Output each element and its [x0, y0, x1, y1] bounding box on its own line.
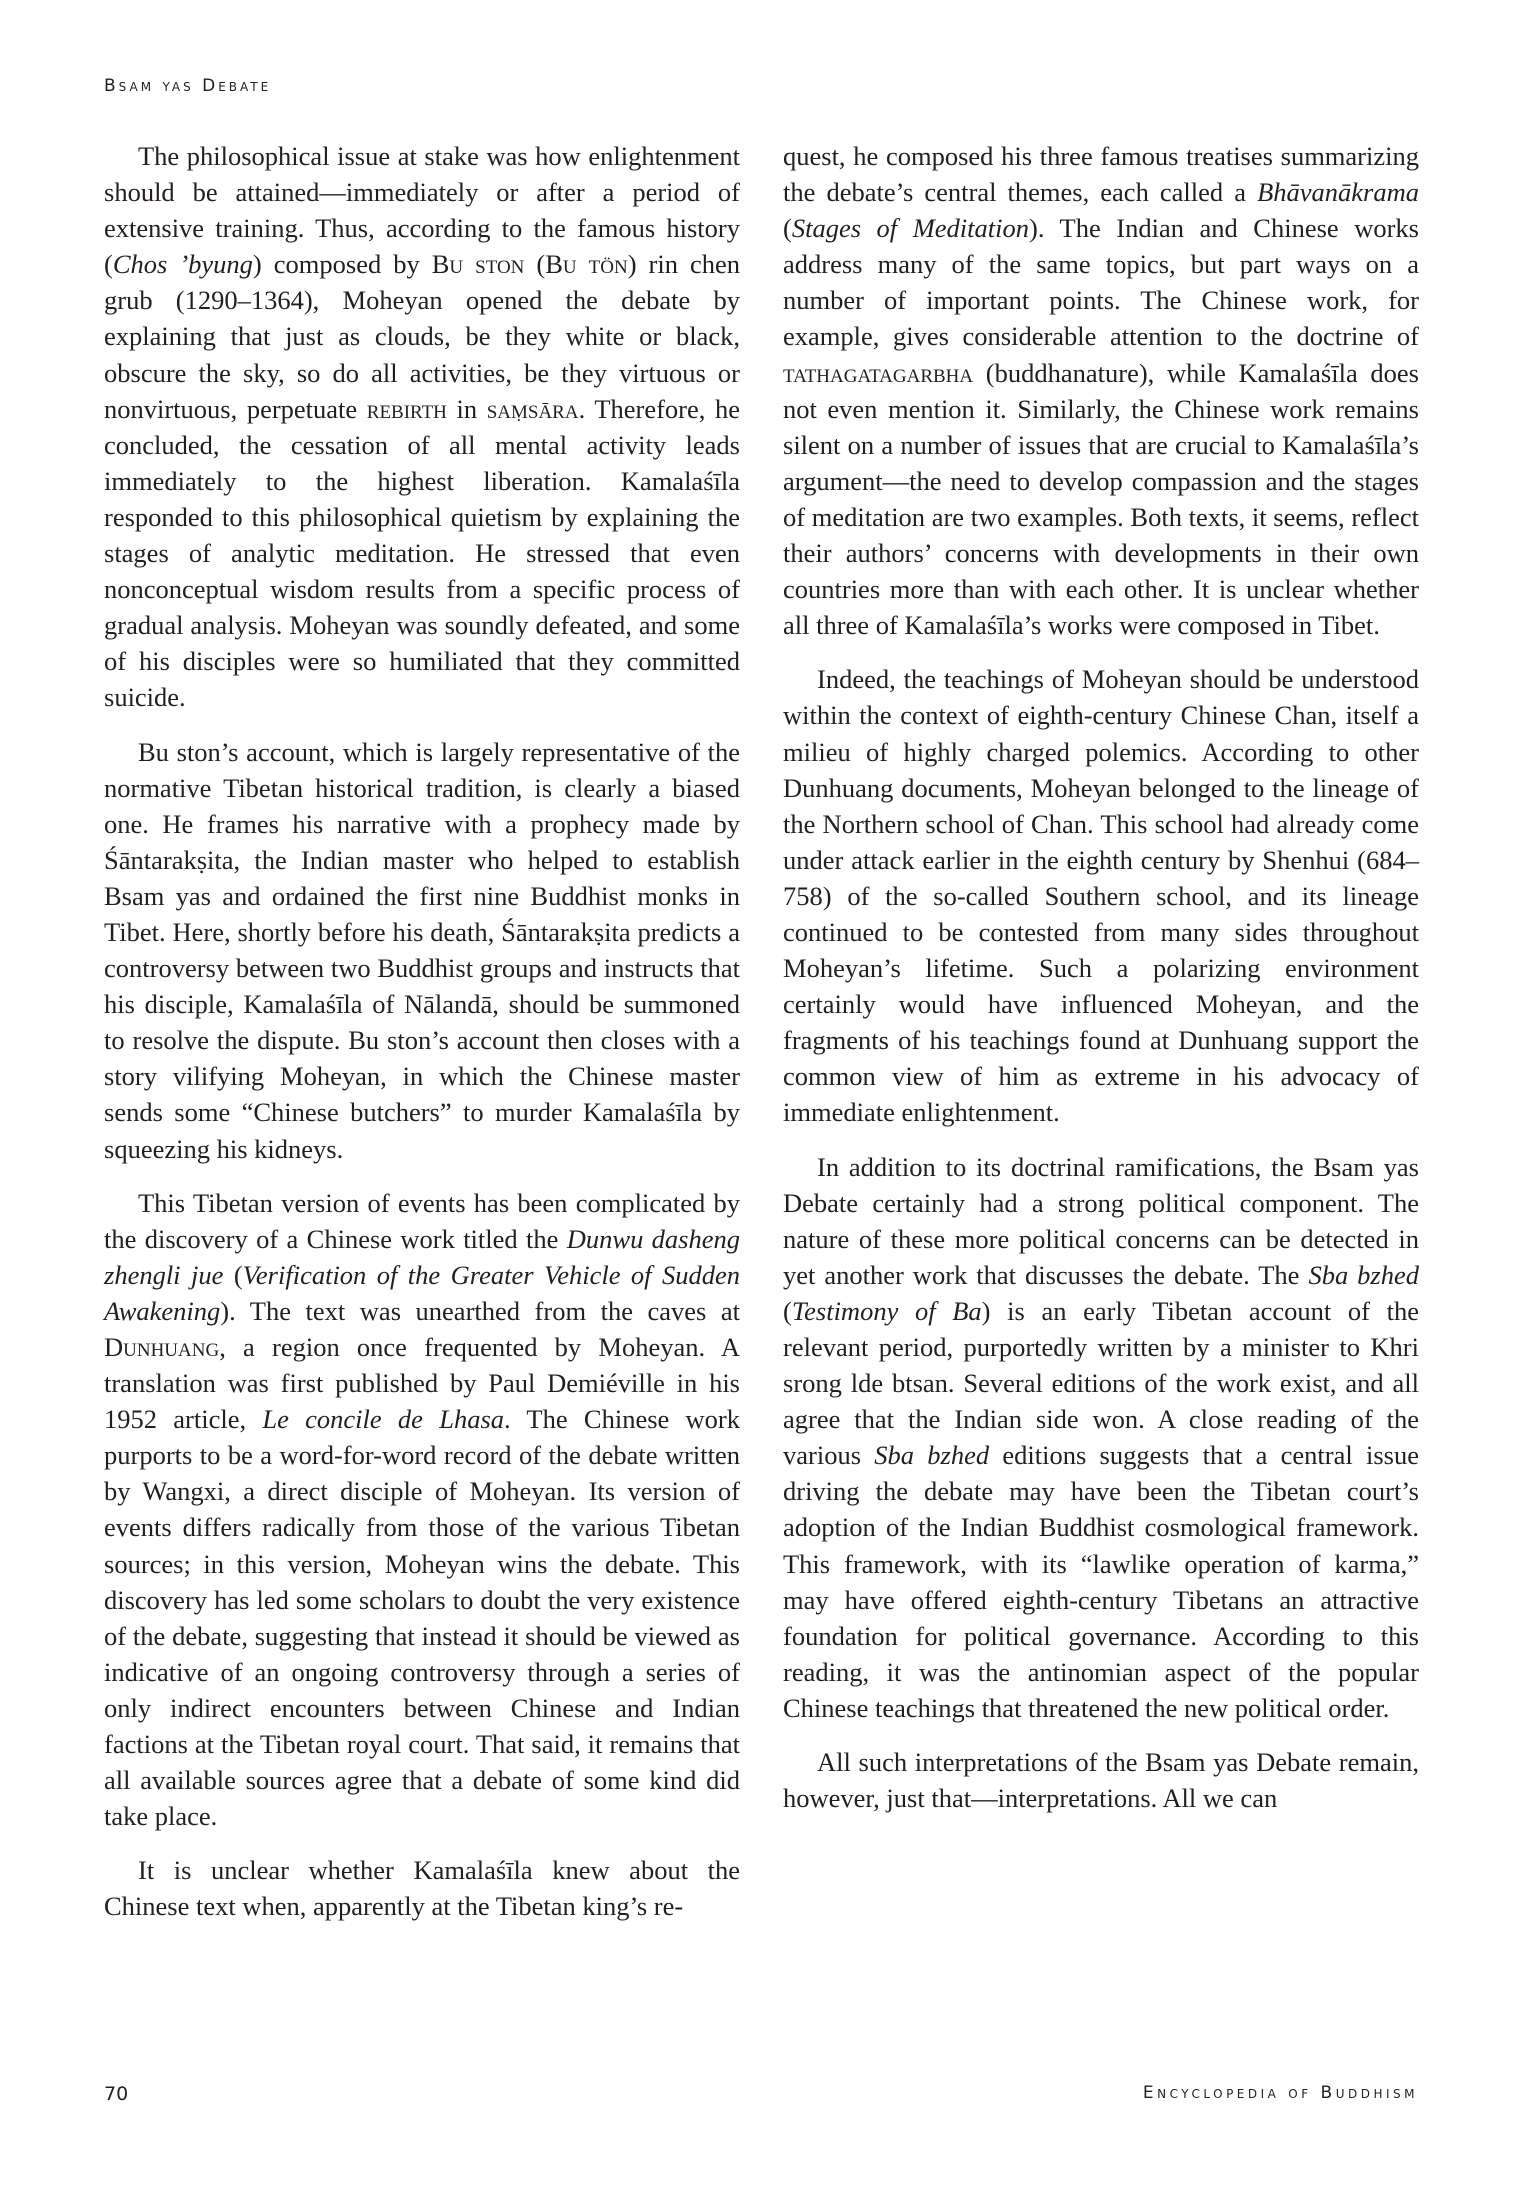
- text-run: ) rin chen grub (1290–1364), Moheyan opened the debate by explaining that just as clouds, be they white or black, obscure the sky, so do all activities, be they virtuous or nonvirtuous, perpetuate: [104, 249, 741, 424]
- text-run: Indeed, the teachings of Moheyan should be understood within the context of eighth-century Chinese Chan, itself a milieu of highly charged polemics. According to other Dunhuang documents, Moheyan belonged to the lineage of the Northern school of Chan. This school had already come under attack earlier in the eighth century by Shenhui (684–758) of the so-called Southern school, and its lineage continued to be contested from many sides throughout Moheyan’s lifetime. Such a polarizing environment certainly would have influenced Moheyan, and the fragments of his teachings found at Dunhuang support the common view of him as extreme in his advocacy of immediate enlightenment.: [783, 664, 1419, 1128]
- italic-title: Sba bzhed: [874, 1440, 990, 1471]
- italic-title: Verification of the Greater Vehicle of Sudden Awakening: [104, 1259, 740, 1326]
- text-run: This Tibetan version of events has been complicated by the discovery of a Chinese work titled the: [104, 1187, 740, 1254]
- text-run: ). The text was unearthed from the caves at: [220, 1295, 740, 1326]
- body-paragraph: [104, 734, 740, 1167]
- text-run: quest, he composed his three famous treatises summarizing the debate’s central themes, each called a: [783, 141, 1419, 208]
- text-run: ) composed by: [252, 249, 432, 280]
- cross-reference: rebirth: [366, 393, 447, 424]
- left-column: [104, 138, 740, 1943]
- text-run: (buddhanature), while Kamalaśīla does not even mention it. Similarly, the Chinese work remains silent on a number of issues that are crucial to Kamalaśīla’s argument—the need to develop compassion and the stages of meditation are two examples. Both texts, it seems, reflect their authors’ concerns with developments in their own countries more than with each other. It is unclear whether all three of Kamalaśīla’s works were composed in Tibet.: [783, 357, 1419, 641]
- page-number: 70: [104, 2083, 129, 2105]
- text-run: ) is an early Tibetan account of the relevant period, purportedly written by a minister to Khri srong lde btsan. Several editions of the work exist, and all agree that the Indian side won. A close reading of the various: [783, 1295, 1419, 1471]
- italic-title: Dunwu dasheng zhengli jue: [104, 1223, 740, 1290]
- body-paragraph: [783, 138, 1419, 643]
- cross-reference: Dunhuang: [104, 1332, 220, 1362]
- text-run: . The Chinese work purports to be a word-for-word record of the debate written by Wangxi, a direct disciple of Moheyan. Its version of events differs radically from those of the various Tibetan sources; in this version, Moheyan wins the debate. This discovery has led some scholars to doubt the very existence of the debate, suggesting that instead it should be viewed as indicative of an ongoing controversy through a series of only indirect encounters between Chinese and Indian factions at the Tibetan royal court. That said, it remains that all available sources agree that a debate of some kind did take place.: [104, 1404, 741, 1832]
- cross-reference: Bu tön: [545, 249, 628, 280]
- text-run: It is unclear whether Kamalaśīla knew about the Chinese text when, apparently at the Tibetan king’s re-: [104, 1855, 740, 1922]
- body-paragraph: [783, 1744, 1419, 1816]
- text-run: (: [783, 213, 792, 244]
- italic-title: Chos ’byung: [112, 249, 253, 280]
- text-run: . Therefore, he concluded, the cessation of all mental activity leads immediately to the highest liberation. Kamalaśīla responded to this philosophical quietism by explaining the stages of analytic meditation. He stressed that even nonconceptual wisdom results from a specific process of gradual analysis. Moheyan was soundly defeated, and some of his disciples were so humiliated that they committed suicide.: [104, 393, 740, 713]
- text-run: ). The Indian and Chinese works address many of the same topics, but part ways on a number of important points. The Chinese work, for example, gives considerable attention to the doctrine of: [783, 213, 1419, 352]
- text-run: (: [783, 1295, 792, 1326]
- right-column: [783, 138, 1419, 1834]
- book-title: Encyclopedia of Buddhism: [1142, 2083, 1418, 2103]
- italic-title: Sba bzhed: [1308, 1259, 1419, 1290]
- cross-reference: tathagatagarbha: [783, 357, 974, 388]
- text-run: in: [446, 393, 487, 424]
- body-paragraph: [104, 1852, 740, 1924]
- cross-reference: saṃsāra: [486, 393, 579, 424]
- text-run: (: [223, 1259, 243, 1290]
- body-paragraph: [783, 1149, 1419, 1727]
- italic-title: Le concile de Lhasa: [262, 1404, 505, 1435]
- text-run: , a region once frequented by Moheyan. A translation was first published by Paul Demiéville in his 1952 article,: [104, 1332, 740, 1435]
- italic-title: Bhāvanākrama: [1257, 177, 1419, 208]
- cross-reference: Bu ston: [431, 249, 525, 280]
- body-paragraph: [104, 138, 740, 716]
- italic-title: Stages of Meditation: [791, 213, 1029, 244]
- text-run: The philosophical issue at stake was how enlightenment should be attained—immediately or after a period of extensive training. Thus, according to the famous history (: [104, 141, 740, 280]
- text-run: Bu ston’s account, which is largely representative of the normative Tibetan historical tradition, is clearly a biased one. He frames his narrative with a prophecy made by Śāntarakṣita, the Indian master who helped to establish Bsam yas and ordained the first nine Buddhist monks in Tibet. Here, shortly before his death, Śāntarakṣita predicts a controversy between two Buddhist groups and instructs that his disciple, Kamalaśīla of Nālandā, should be summoned to resolve the dispute. Bu ston’s account then closes with a story vilifying Moheyan, in which the Chinese master sends some “Chinese butchers” to murder Kamalaśīla by squeezing his kidneys.: [104, 736, 740, 1164]
- text-run: (: [524, 249, 546, 280]
- body-paragraph: [783, 661, 1419, 1130]
- text-run: All such interpretations of the Bsam yas Debate remain, however, just that—interpretations. All we can: [783, 1747, 1419, 1814]
- italic-title: Testimony of Ba: [791, 1295, 982, 1326]
- body-paragraph: [104, 1185, 740, 1835]
- running-head: Bsam yas Debate: [104, 76, 272, 96]
- text-run: In addition to its doctrinal ramifications, the Bsam yas Debate certainly had a strong political component. The nature of these more political concerns can be detected in yet another work that discusses the debate. The: [783, 1151, 1419, 1290]
- text-run: editions suggests that a central issue driving the debate may have been the Tibetan court’s adoption of the Indian Buddhist cosmological framework. This framework, with its “lawlike operation of karma,” may have offered eighth-century Tibetans an attractive foundation for political governance. According to this reading, it was the antinomian aspect of the popular Chinese teachings that threatened the new political order.: [783, 1440, 1420, 1723]
